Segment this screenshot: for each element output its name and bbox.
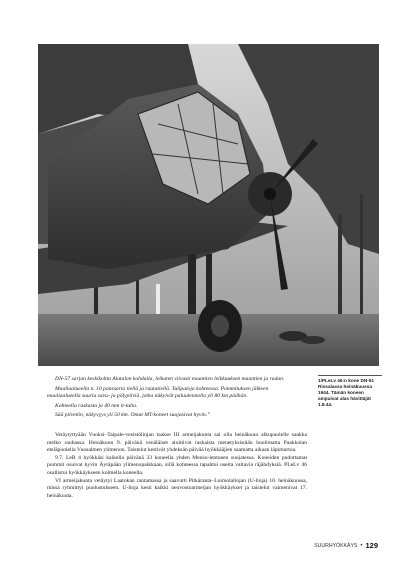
- body-paragraph: VI armeijakunta vetäytyi Laatokan rantamassa ja saavutti Pitkäranta–Loimolalinjan (U-linja) 10. heinäkuussa, missä ryhmittyi puolustukseen. U-linja kesti kaikki neuvostoarmeijan hyökkäykset ja taistelut vaimenivat 17. heinäkuuta.: [47, 477, 307, 499]
- body-paragraph: 9.7. LeR 4 hyökkäsi kaikella päivänä 33 koneella yhden Mensu-lentueen suojatessa. Koneiden pudottamat pommit osuivat hyvin Äyräpään ylimenopaikkaan, sillä kohteessa tapahtui useita valtavia räjähdyksiä. PLeLv 46 osallistui hyökkäykseen kolmella koneella.: [47, 454, 307, 476]
- page-number: 129: [365, 541, 378, 550]
- quote-paragraph: DN-57 sarjan keskikohta Alatalon kohdalla, leikaten viivasti maantien leikkauksen maantien ja radan.: [55, 376, 285, 382]
- caption-rule: [318, 375, 382, 376]
- aircraft-photo: [38, 44, 379, 366]
- quote-paragraph: Sää pilvetön, näkyvyys yli 50 km. Omat MT-koneet suojasivat hyvin.”: [55, 412, 211, 419]
- page-footer: [314, 541, 378, 550]
- quote-paragraph: Maaliaalueella n. 10 panssaria tiellä ja rautatiellä. Tulipaloja kohteessa. Pommituksen jälkeen maaliaalueella suuria savu- ja pölypilviä, jotka näkyivät paluulennolla yli 80 km päähän.: [47, 385, 269, 400]
- aircraft-photo-icon: [38, 44, 379, 366]
- body-paragraph: Vetäytyttyään Vuoksi–Taipale-vesistölinjan taakse III armeijakunta sai olla heinäkuun alkupuolelle saakka melko rauhassa. Heinäkuun 9. päivänä venäläiset aloittivat raskaista menetyksistään huolimatta Paakkolan eteläpuolella Vuosalmen ylimenon. Taistelut kestivät yhdeksän päivää hyökkääjien saamatta aikaan läpimurtoa.: [47, 432, 307, 454]
- section-title: SUURHYÖKKÄYS: [314, 542, 358, 549]
- body-text: [47, 432, 307, 500]
- quote-paragraph: Kohteella raskasta ja 40 mm it-tulta.: [55, 402, 138, 409]
- footer-separator: •: [360, 542, 363, 549]
- mission-report-quote: [47, 376, 303, 422]
- photo-caption: [318, 375, 382, 408]
- photo-caption-text: 1/PLeLv 46:n kone DN-51 Rissalassa heinäkuussa 1944. Tämän koneen ampuivat alas hävittäjät 1.8.44.: [318, 378, 375, 407]
